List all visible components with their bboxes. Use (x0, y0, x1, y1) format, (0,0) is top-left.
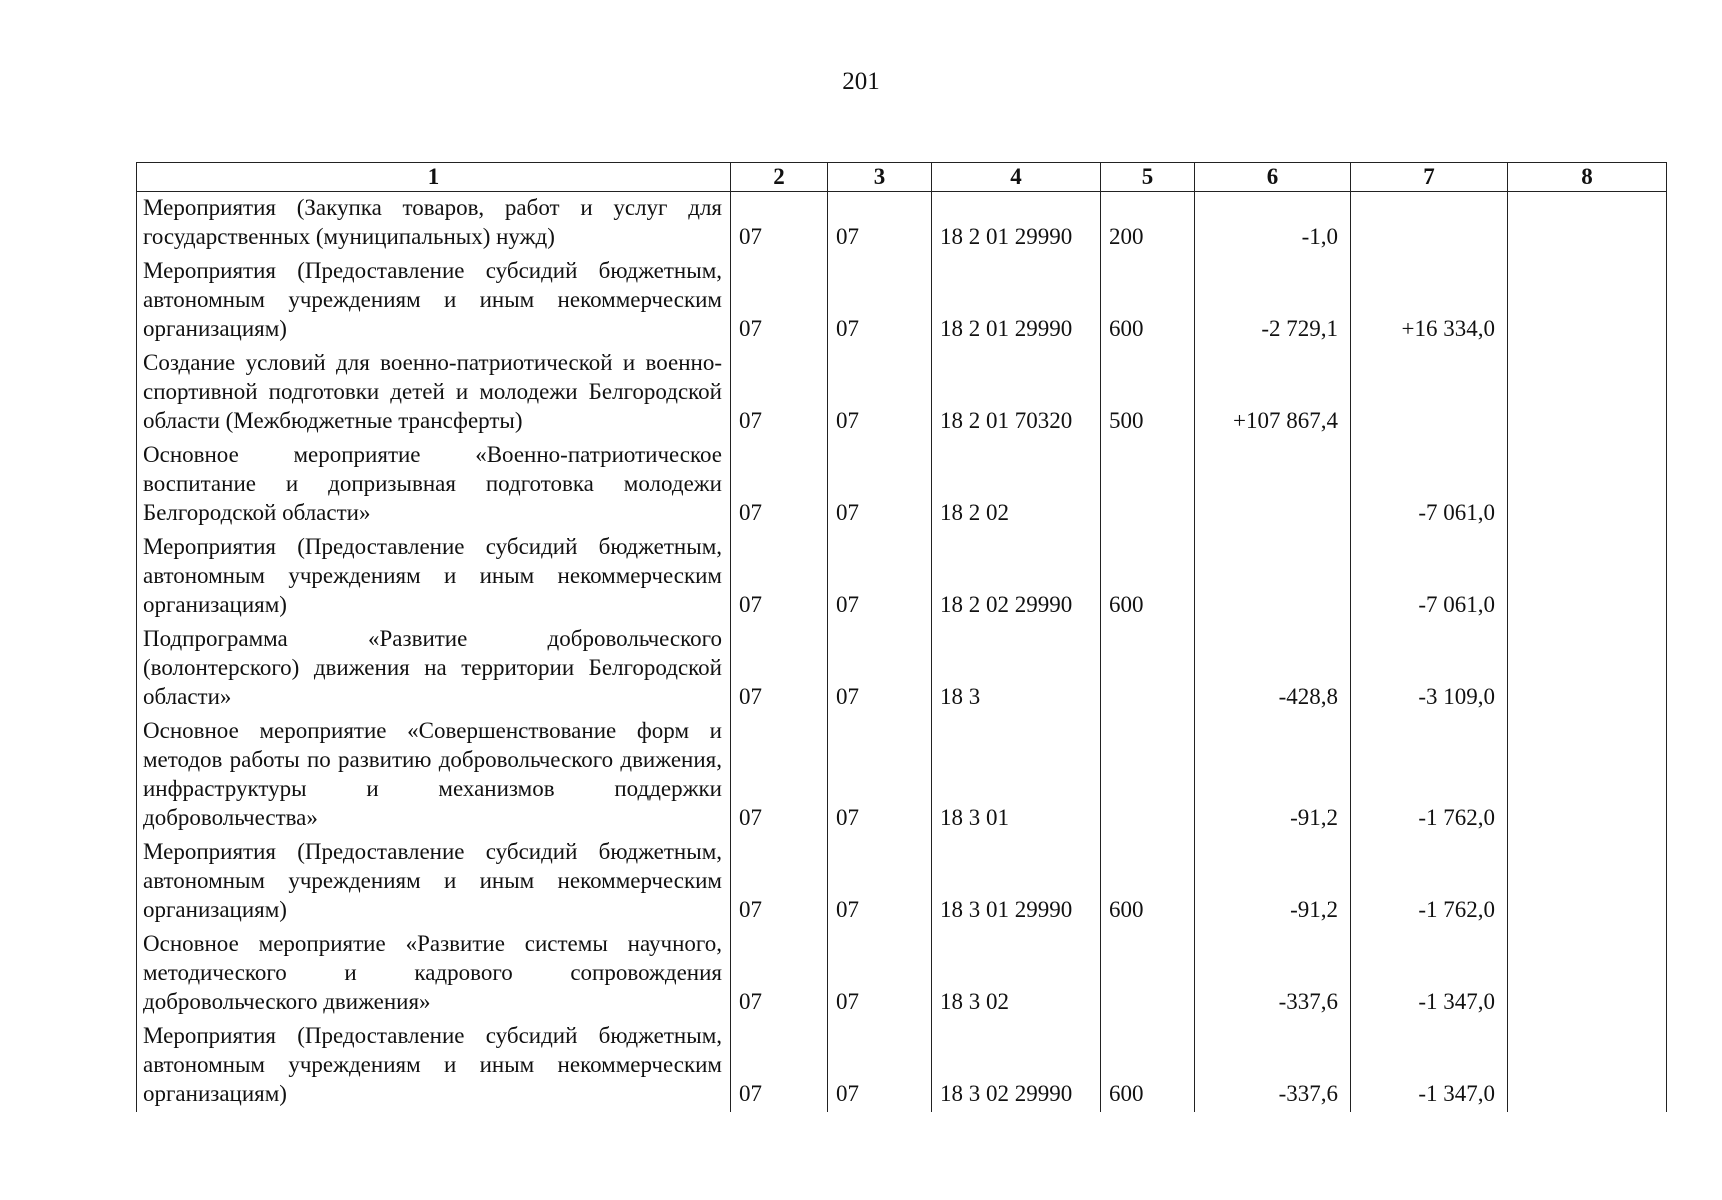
row-col-8 (1508, 715, 1667, 836)
row-code: 18 2 01 70320 (932, 347, 1101, 439)
row-col-5 (1101, 439, 1195, 531)
row-col-5: 600 (1101, 836, 1195, 928)
page-number: 201 (842, 68, 880, 95)
row-col-7: -1 762,0 (1351, 836, 1508, 928)
row-col-5: 600 (1101, 255, 1195, 347)
row-col-6: -1,0 (1195, 192, 1351, 256)
row-col-6 (1195, 439, 1351, 531)
row-col-6: +107 867,4 (1195, 347, 1351, 439)
row-col-7: -3 109,0 (1351, 623, 1508, 715)
row-col-2: 07 (731, 255, 828, 347)
table-row (137, 347, 1667, 439)
header-col-3: 3 (828, 163, 932, 192)
table-header (137, 163, 1667, 192)
row-col-5: 500 (1101, 347, 1195, 439)
table-body (137, 192, 1667, 1113)
table-row (137, 1020, 1667, 1112)
row-col-8 (1508, 836, 1667, 928)
row-col-3: 07 (828, 623, 932, 715)
row-col-3: 07 (828, 836, 932, 928)
row-col-7: +16 334,0 (1351, 255, 1508, 347)
row-col-6 (1195, 531, 1351, 623)
row-col-5: 600 (1101, 531, 1195, 623)
row-code: 18 2 01 29990 (932, 192, 1101, 256)
header-col-5: 5 (1101, 163, 1195, 192)
row-col-8 (1508, 531, 1667, 623)
row-code: 18 3 (932, 623, 1101, 715)
row-col-2: 07 (731, 347, 828, 439)
row-col-3: 07 (828, 439, 932, 531)
row-col-7: -1 762,0 (1351, 715, 1508, 836)
table-row (137, 836, 1667, 928)
row-col-3: 07 (828, 531, 932, 623)
row-col-8 (1508, 1020, 1667, 1112)
header-col-4: 4 (932, 163, 1101, 192)
row-col-6: -337,6 (1195, 1020, 1351, 1112)
header-col-6: 6 (1195, 163, 1351, 192)
row-col-5 (1101, 715, 1195, 836)
row-code: 18 2 02 29990 (932, 531, 1101, 623)
row-col-2: 07 (731, 1020, 828, 1112)
header-col-1: 1 (137, 163, 731, 192)
row-col-8 (1508, 623, 1667, 715)
row-col-5: 200 (1101, 192, 1195, 256)
row-code: 18 3 02 (932, 928, 1101, 1020)
table-row (137, 928, 1667, 1020)
row-col-7: -1 347,0 (1351, 928, 1508, 1020)
row-name: Мероприятия (Закупка товаров, работ и услуг для государственных (муниципальных) нужд) (137, 192, 731, 256)
row-col-5: 600 (1101, 1020, 1195, 1112)
row-col-8 (1508, 439, 1667, 531)
row-col-2: 07 (731, 192, 828, 256)
row-col-5 (1101, 928, 1195, 1020)
row-col-3: 07 (828, 715, 932, 836)
table-row (137, 623, 1667, 715)
row-col-2: 07 (731, 623, 828, 715)
row-col-3: 07 (828, 1020, 932, 1112)
budget-table (136, 162, 1667, 1112)
row-col-8 (1508, 928, 1667, 1020)
table-row (137, 439, 1667, 531)
row-name: Мероприятия (Предоставление субсидий бюджетным, автономным учреждениям и иным некоммерческим организациям) (137, 255, 731, 347)
row-code: 18 3 01 29990 (932, 836, 1101, 928)
row-name: Мероприятия (Предоставление субсидий бюджетным, автономным учреждениям и иным некоммерческим организациям) (137, 531, 731, 623)
table-row (137, 192, 1667, 256)
row-col-7: -7 061,0 (1351, 439, 1508, 531)
header-col-8: 8 (1508, 163, 1667, 192)
row-col-6: -428,8 (1195, 623, 1351, 715)
row-col-6: -2 729,1 (1195, 255, 1351, 347)
header-col-2: 2 (731, 163, 828, 192)
table-row (137, 255, 1667, 347)
row-col-6: -337,6 (1195, 928, 1351, 1020)
row-col-3: 07 (828, 347, 932, 439)
row-name: Основное мероприятие «Военно-патриотическое воспитание и допризывная подготовка молодежи Белгородской области» (137, 439, 731, 531)
row-name: Мероприятия (Предоставление субсидий бюджетным, автономным учреждениям и иным некоммерческим организациям) (137, 1020, 731, 1112)
row-col-2: 07 (731, 531, 828, 623)
row-name: Подпрограмма «Развитие добровольческого (волонтерского) движения на территории Белгородской области» (137, 623, 731, 715)
row-col-7: -1 347,0 (1351, 1020, 1508, 1112)
row-col-2: 07 (731, 928, 828, 1020)
row-code: 18 2 02 (932, 439, 1101, 531)
table-row (137, 715, 1667, 836)
row-col-2: 07 (731, 836, 828, 928)
row-col-7 (1351, 347, 1508, 439)
table-row (137, 531, 1667, 623)
row-col-6: -91,2 (1195, 836, 1351, 928)
row-col-8 (1508, 255, 1667, 347)
header-row (137, 163, 1667, 192)
row-col-7 (1351, 192, 1508, 256)
row-name: Основное мероприятие «Совершенствование форм и методов работы по развитию добровольческого движения, инфраструктуры и механизмов поддержки добровольчества» (137, 715, 731, 836)
row-col-3: 07 (828, 192, 932, 256)
row-code: 18 3 02 29990 (932, 1020, 1101, 1112)
header-col-7: 7 (1351, 163, 1508, 192)
row-col-5 (1101, 623, 1195, 715)
row-col-3: 07 (828, 928, 932, 1020)
row-col-2: 07 (731, 715, 828, 836)
row-name: Создание условий для военно-патриотической и военно-спортивной подготовки детей и молодежи Белгородской области (Межбюджетные трансферты) (137, 347, 731, 439)
row-col-8 (1508, 347, 1667, 439)
row-code: 18 3 01 (932, 715, 1101, 836)
row-code: 18 2 01 29990 (932, 255, 1101, 347)
row-name: Основное мероприятие «Развитие системы научного, методического и кадрового сопровождения добровольческого движения» (137, 928, 731, 1020)
row-col-3: 07 (828, 255, 932, 347)
row-col-7: -7 061,0 (1351, 531, 1508, 623)
row-col-8 (1508, 192, 1667, 256)
row-col-6: -91,2 (1195, 715, 1351, 836)
row-name: Мероприятия (Предоставление субсидий бюджетным, автономным учреждениям и иным некоммерческим организациям) (137, 836, 731, 928)
row-col-2: 07 (731, 439, 828, 531)
